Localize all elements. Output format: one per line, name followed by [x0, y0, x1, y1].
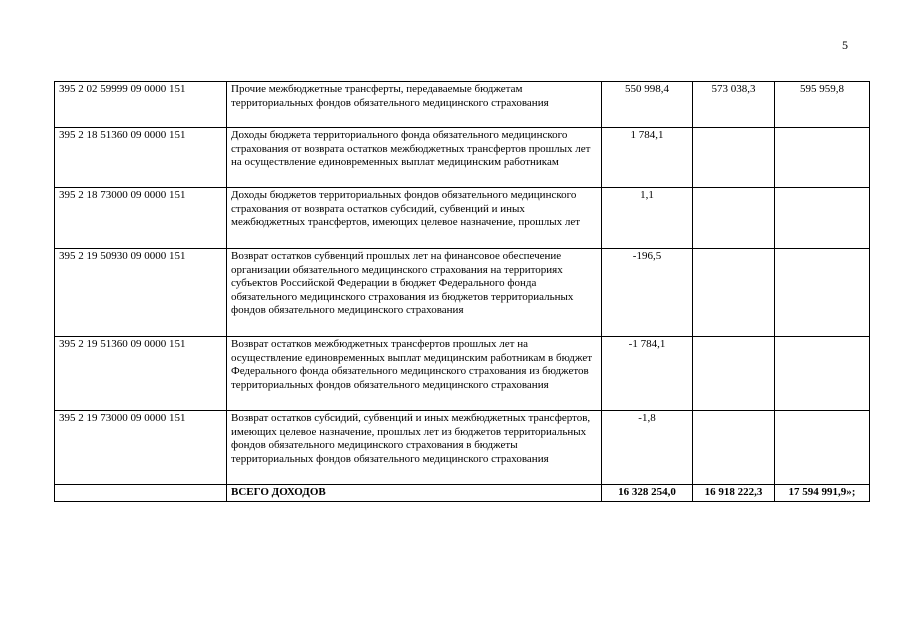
budget-code: 395 2 19 51360 09 0000 151 [55, 337, 227, 411]
total-year-3: 17 594 991,9»; [775, 485, 870, 502]
amount-year-3 [775, 188, 870, 249]
income-name: Доходы бюджета территориального фонда обязательного медицинского страхования от возврата остатков межбюджетных трансфертов прошлых лет на осуществление единовременных выплат медицинским работникам [227, 128, 602, 188]
amount-year-3 [775, 249, 870, 337]
income-name: Возврат остатков субвенций прошлых лет на финансовое обеспечение организации обязательного медицинского страхования на территориях субъектов Российской Федерации в бюджет Федерального фонда обязательного медицинского страхования из бюджетов территориальных фондов обязательного медицинского страхования [227, 249, 602, 337]
amount-year-1: 550 998,4 [602, 82, 693, 128]
total-code-cell [55, 485, 227, 502]
revenue-table [54, 81, 870, 502]
table-row [55, 128, 870, 188]
amount-year-2: 573 038,3 [693, 82, 775, 128]
amount-year-3 [775, 411, 870, 485]
table-row [55, 411, 870, 485]
table-row [55, 82, 870, 128]
amount-year-3: 595 959,8 [775, 82, 870, 128]
amount-year-2 [693, 249, 775, 337]
amount-year-3 [775, 128, 870, 188]
budget-code: 395 2 18 51360 09 0000 151 [55, 128, 227, 188]
budget-code: 395 2 02 59999 09 0000 151 [55, 82, 227, 128]
budget-code: 395 2 19 73000 09 0000 151 [55, 411, 227, 485]
amount-year-1: 1 784,1 [602, 128, 693, 188]
amount-year-2 [693, 411, 775, 485]
budget-code: 395 2 18 73000 09 0000 151 [55, 188, 227, 249]
total-year-1: 16 328 254,0 [602, 485, 693, 502]
income-name: Доходы бюджетов территориальных фондов обязательного медицинского страхования от возврата остатков субсидий, субвенций и иных межбюджетных трансфертов, имеющих целевое назначение, прошлых лет [227, 188, 602, 249]
amount-year-1: -1,8 [602, 411, 693, 485]
table-row [55, 337, 870, 411]
income-name: Возврат остатков межбюджетных трансфертов прошлых лет на осуществление единовременных выплат медицинским работникам в бюджет Федерального фонда обязательного медицинского страхования из бюджетов территориальных фондов обязательного медицинского страхования [227, 337, 602, 411]
table-row [55, 249, 870, 337]
total-year-2: 16 918 222,3 [693, 485, 775, 502]
total-row [55, 485, 870, 502]
amount-year-2 [693, 188, 775, 249]
amount-year-2 [693, 337, 775, 411]
amount-year-3 [775, 337, 870, 411]
amount-year-2 [693, 128, 775, 188]
table-row [55, 188, 870, 249]
total-label: ВСЕГО ДОХОДОВ [227, 485, 602, 502]
page-number: 5 [842, 38, 848, 52]
income-name: Прочие межбюджетные трансферты, передаваемые бюджетам территориальных фондов обязательного медицинского страхования [227, 82, 602, 128]
amount-year-1: 1,1 [602, 188, 693, 249]
amount-year-1: -1 784,1 [602, 337, 693, 411]
income-name: Возврат остатков субсидий, субвенций и иных межбюджетных трансфертов, имеющих целевое назначение, прошлых лет из бюджетов территориальных фондов обязательного медицинского страхования в бюджеты территориальных фондов обязательного медицинского страхования [227, 411, 602, 485]
amount-year-1: -196,5 [602, 249, 693, 337]
budget-code: 395 2 19 50930 09 0000 151 [55, 249, 227, 337]
